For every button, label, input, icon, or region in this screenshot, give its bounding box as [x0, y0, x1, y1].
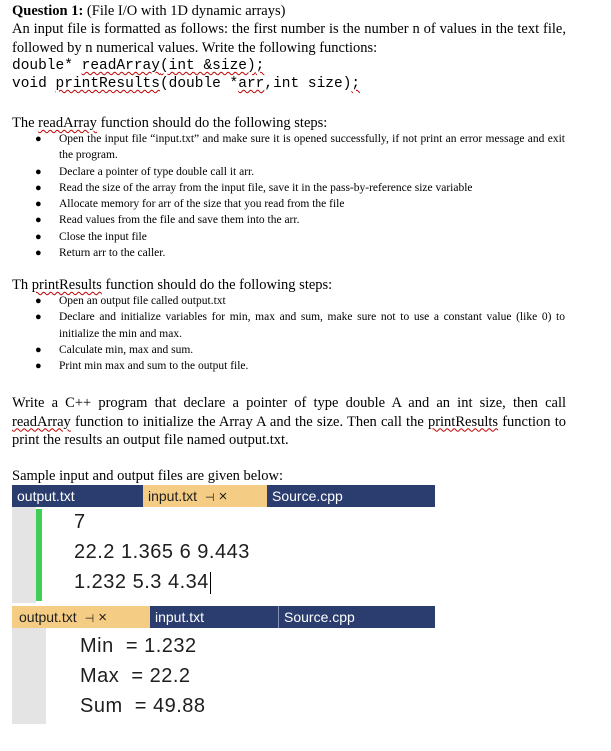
pin-icon[interactable]: ⊣	[205, 492, 215, 504]
list-item: ● Declare a pointer of type double call it arr.	[0, 164, 565, 180]
list-item: ● Allocate memory for arr of the size that you read from the file	[0, 196, 565, 212]
code-line[interactable]: Min = 1.232	[80, 635, 197, 657]
list-item: ● Read the size of the array from the input file, save it in the pass-by-reference size variable	[0, 180, 565, 196]
bullet-icon: ●	[35, 311, 42, 324]
list-item: ● Read values from the file and save them into the arr.	[0, 212, 565, 228]
sample-label: Sample input and output files are given below:	[12, 468, 284, 484]
print-results-steps	[0, 293, 565, 374]
editor-tab-bar	[12, 606, 435, 628]
editor-tab-bar	[12, 485, 435, 507]
list-item: ● Declare and initialize variables for min, max and sum, make sure not to use a constant value (like 0) to initialize the min and max.	[35, 311, 565, 340]
input-editor-pane	[12, 485, 435, 603]
code-line[interactable]: 1.232 5.3 4.34	[74, 571, 209, 593]
list-item: ● Close the input file	[0, 229, 565, 245]
editor-gutter	[12, 507, 36, 603]
code-line[interactable]: 22.2 1.365 6 9.443	[74, 541, 250, 563]
question-number: Question 1:	[12, 3, 84, 19]
code-line[interactable]: Max = 22.2	[80, 665, 191, 687]
pin-icon[interactable]: ⊣	[84, 613, 95, 625]
print-results-heading: Th printResults function should do the following steps:	[12, 277, 333, 293]
tab-output-txt[interactable]: output.txt ⊣ ×	[12, 606, 150, 628]
bullet-icon: ●	[35, 360, 42, 373]
code-line[interactable]: Sum = 49.88	[80, 695, 206, 717]
list-item: ● Print min max and sum to the output file.	[0, 358, 565, 374]
question-topic: (File I/O with 1D dynamic arrays)	[83, 3, 286, 19]
bullet-icon: ●	[35, 214, 42, 227]
close-icon[interactable]: ×	[218, 488, 228, 505]
read-array-signature: double* readArray(int &size);	[12, 58, 265, 74]
tab-source-cpp[interactable]: Source.cpp	[278, 606, 435, 628]
list-item: ● Return arr to the caller.	[0, 245, 565, 261]
bullet-icon: ●	[35, 165, 42, 178]
change-indicator	[36, 509, 42, 601]
bullet-icon: ●	[35, 343, 42, 356]
tab-input-txt[interactable]: input.txt ⊣ ×	[143, 485, 267, 507]
list-item: ● Open the input file “input.txt” and make sure it is opened successfully, if not print an error message and exit the program.	[35, 133, 565, 162]
editor-gutter	[12, 628, 46, 724]
close-icon[interactable]: ×	[98, 609, 107, 626]
output-editor-pane	[12, 606, 435, 724]
question-intro: An input file is formatted as follows: the first number is the number n of values in the text file, followed by n numerical values. Write the following functions:	[12, 21, 566, 56]
bullet-icon: ●	[35, 230, 42, 243]
code-line[interactable]: 7	[74, 511, 86, 533]
print-results-signature: void printResults(double *arr,int size);	[12, 76, 361, 92]
tab-input-txt[interactable]: input.txt	[155, 609, 205, 625]
bullet-icon: ●	[35, 198, 42, 211]
list-item: ● Calculate min, max and sum.	[0, 342, 565, 358]
bullet-icon: ●	[35, 133, 42, 145]
question-heading	[12, 2, 285, 20]
text-caret	[210, 572, 211, 594]
bullet-icon: ●	[35, 181, 42, 194]
read-array-steps	[0, 131, 565, 261]
bullet-icon: ●	[35, 295, 42, 307]
tab-output-txt[interactable]: output.txt	[17, 488, 75, 504]
read-array-heading: The readArray function should do the following steps:	[12, 115, 328, 131]
list-item: ● Open an output file called output.txt	[0, 293, 565, 309]
tab-source-cpp[interactable]: Source.cpp	[272, 488, 343, 504]
bullet-icon: ●	[35, 247, 42, 260]
program-description: Write a C++ program that declare a pointer of type double A and an int size, then call readArray function to initialize the Array A and the size. Then call the printResults function to print the results an output file named output.txt.	[12, 395, 566, 448]
